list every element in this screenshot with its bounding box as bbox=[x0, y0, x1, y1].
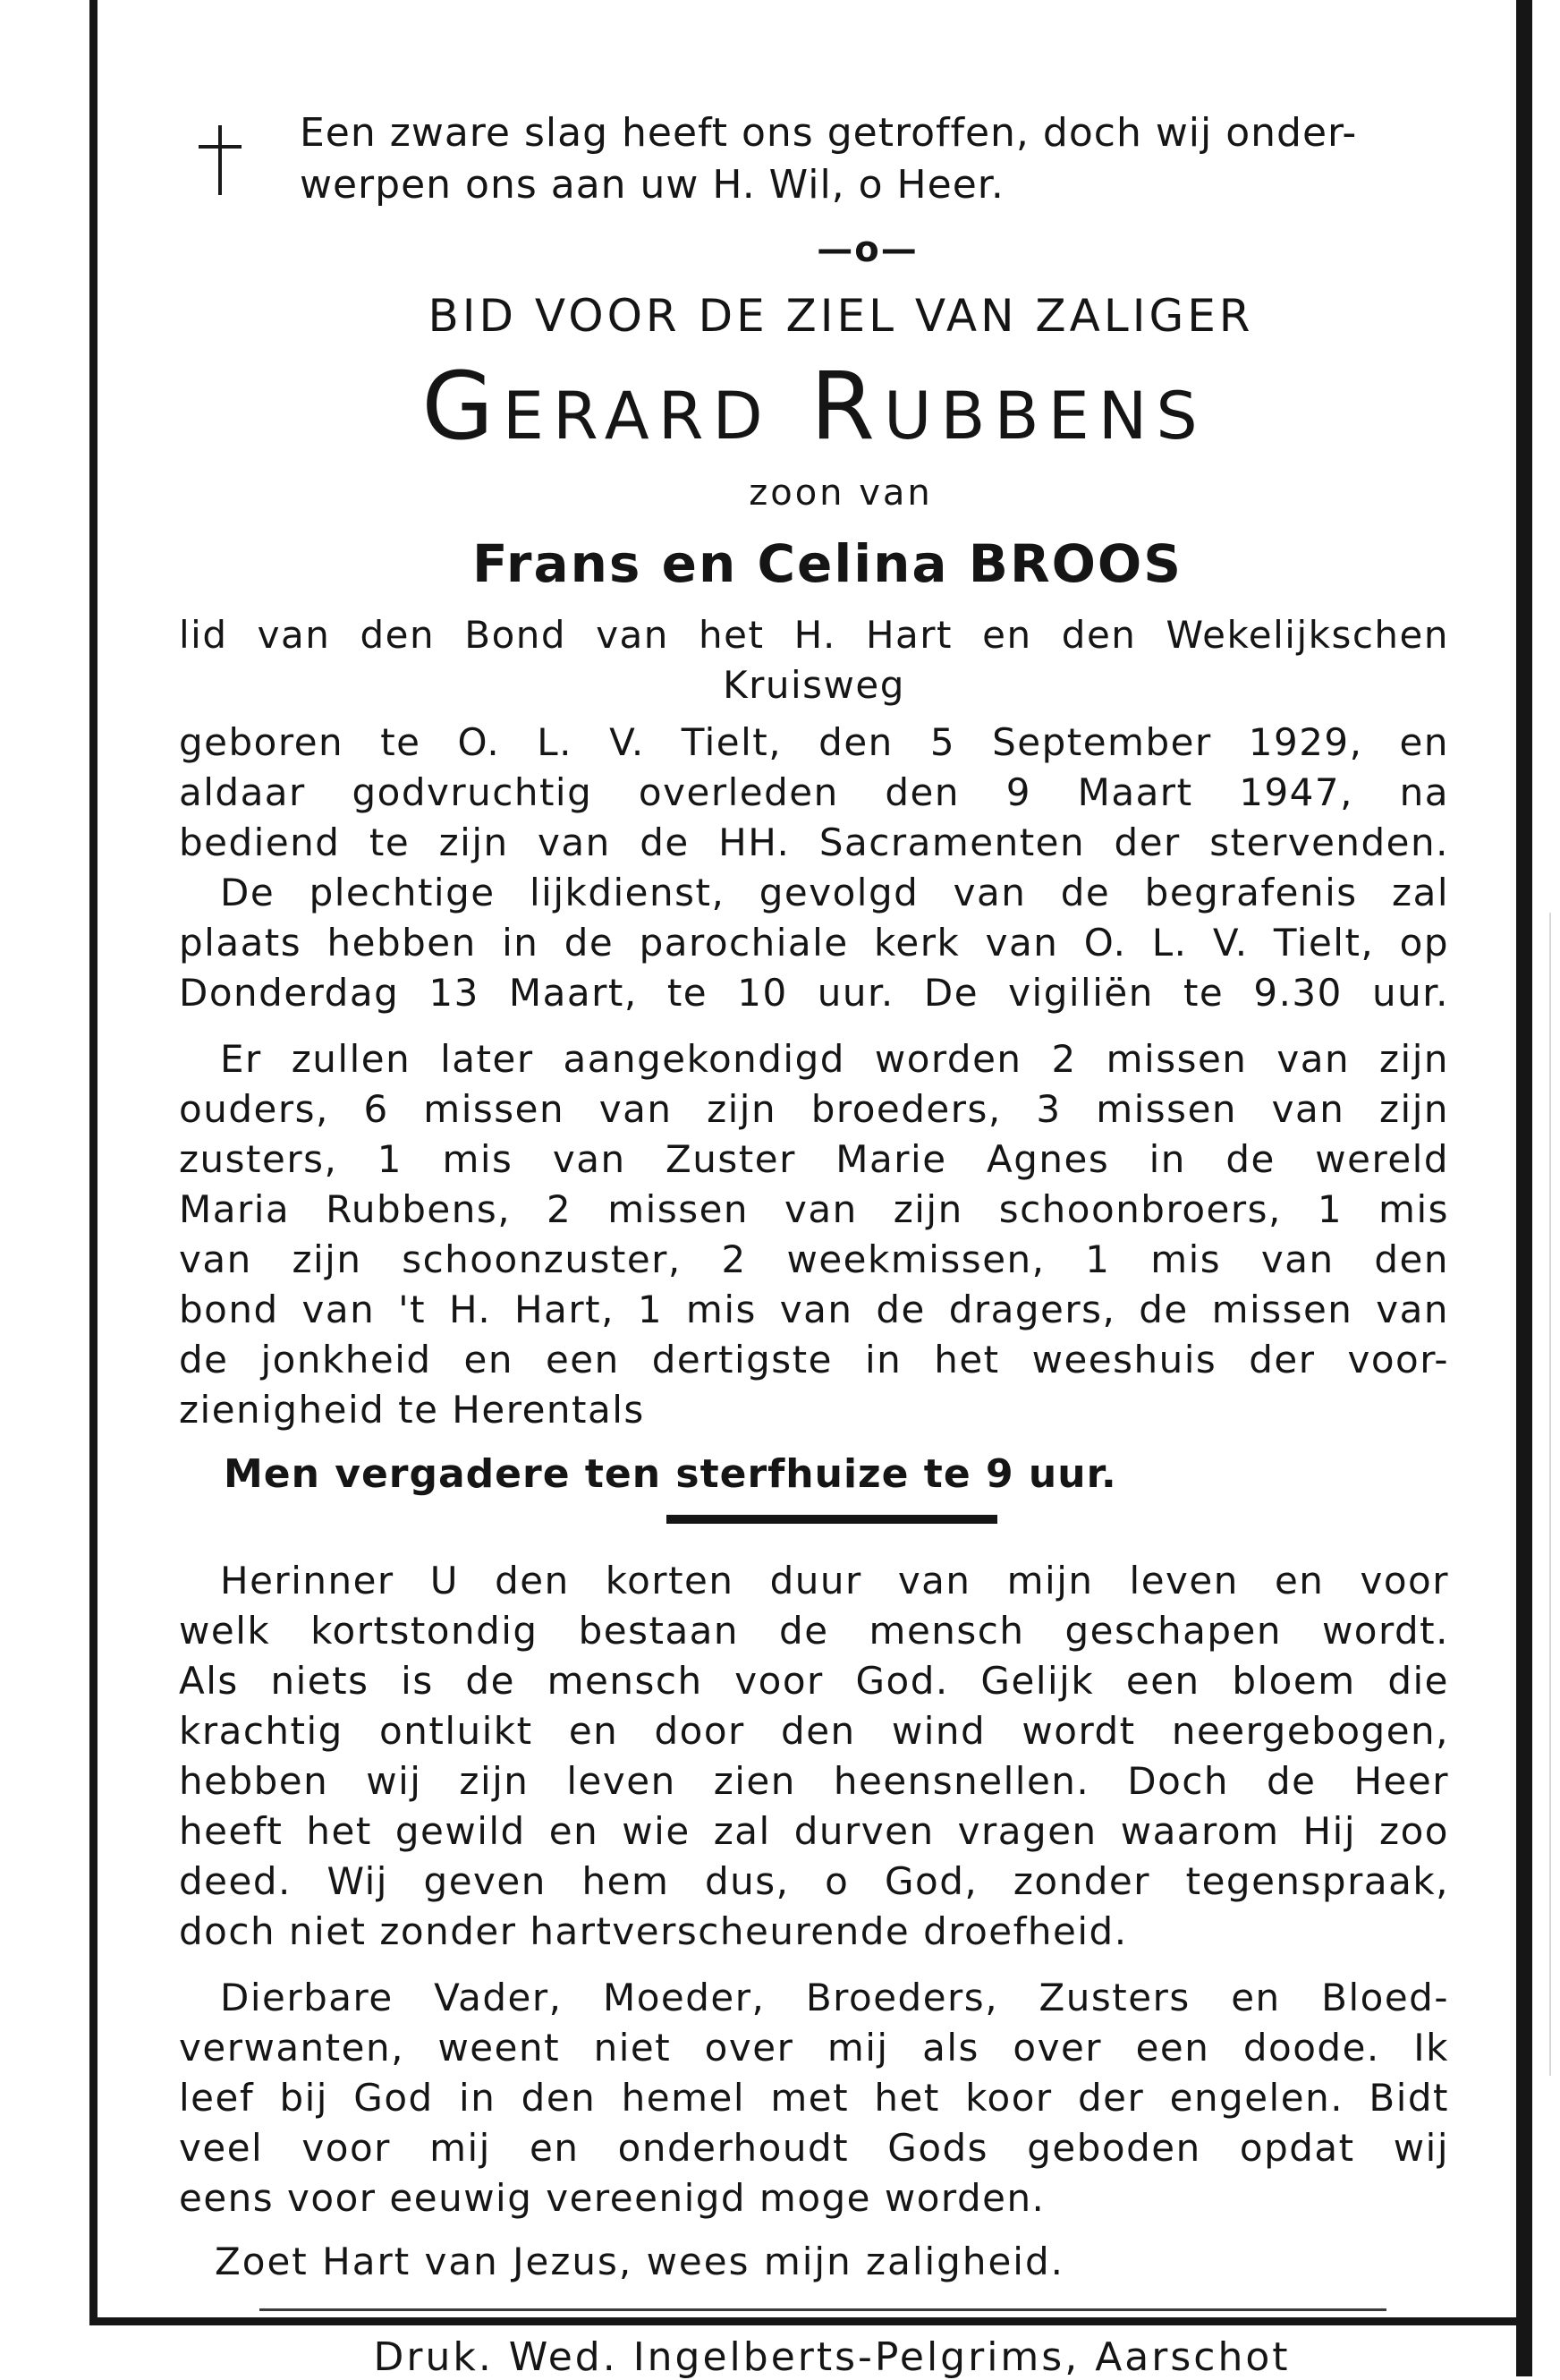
memory-paragraph bbox=[179, 1556, 1449, 1957]
cross-icon bbox=[199, 125, 242, 195]
text-line: leef bij God in den hemel met het koor der engelen. Bidt bbox=[179, 2076, 1449, 2120]
meeting-notice: Men vergadere ten sterfhuize te 9 uur. bbox=[224, 1451, 1117, 1497]
text-line: deed. Wij geven hem dus, o God, zonder tegenspraak, bbox=[179, 1859, 1449, 1903]
family-paragraph bbox=[179, 1973, 1449, 2223]
text-line: doch niet zonder hartverscheurende droefheid. bbox=[179, 1909, 1128, 1953]
text-line: Dierbare Vader, Moeder, Broeders, Zusters en Bloed- bbox=[220, 1976, 1449, 2019]
closing-prayer: Zoet Hart van Jezus, wees mijn zaligheid. bbox=[215, 2240, 1064, 2283]
text-line: Donderdag 13 Maart, te 10 uur. De vigiliën te 9.30 uur. bbox=[179, 971, 1449, 1015]
footer-divider bbox=[259, 2308, 1386, 2311]
membership-line: lid van den Bond van het H. Hart en den Wekelijkschen bbox=[179, 613, 1449, 657]
bid-line: BID VOOR DE ZIEL VAN ZALIGER bbox=[428, 290, 1254, 342]
text-line: geboren te O. L. V. Tielt, den 5 September 1929, en bbox=[179, 720, 1449, 764]
text-line: hebben wij zijn leven zien heensnellen. Doch de Heer bbox=[179, 1759, 1449, 1803]
text-line: zusters, 1 mis van Zuster Marie Agnes in de wereld bbox=[179, 1137, 1449, 1181]
section-divider bbox=[666, 1515, 997, 1524]
deceased-name: Gerard Rubbens bbox=[421, 352, 1207, 461]
son-of-label: zoon van bbox=[749, 472, 933, 514]
card-content bbox=[179, 107, 1449, 2380]
text-line: plaats hebben in de parochiale kerk van O. L. V. Tielt, op bbox=[179, 921, 1449, 965]
birth-death-paragraph bbox=[179, 718, 1449, 1018]
text-line: Er zullen later aangekondigd worden 2 missen van zijn bbox=[220, 1037, 1449, 1081]
card-border-left bbox=[89, 0, 98, 2325]
masses-paragraph bbox=[179, 1034, 1449, 1435]
card-border-right bbox=[1516, 0, 1532, 2376]
membership-line: Kruisweg bbox=[723, 663, 905, 707]
verse-line: Een zware slag heeft ons getroffen, doch wij onder- bbox=[300, 110, 1358, 156]
text-line: zienigheid te Herentals bbox=[179, 1388, 645, 1432]
separator-mark: —o— bbox=[817, 229, 919, 270]
scan-edge-line bbox=[1549, 913, 1551, 2076]
text-line: de jonkheid en een dertigste in het weeshuis der voor- bbox=[179, 1338, 1449, 1381]
text-line: Maria Rubbens, 2 missen van zijn schoonbroers, 1 mis bbox=[179, 1187, 1449, 1231]
text-line: van zijn schoonzuster, 2 weekmissen, 1 mis van den bbox=[179, 1237, 1449, 1281]
text-line: veel voor mij en onderhoudt Gods geboden opdat wij bbox=[179, 2126, 1449, 2170]
opening-verse bbox=[300, 107, 1449, 211]
text-line: Als niets is de mensch voor God. Gelijk een bloem die bbox=[179, 1659, 1449, 1703]
text-line: ouders, 6 missen van zijn broeders, 3 missen van zijn bbox=[179, 1087, 1449, 1131]
text-line: eens voor eeuwig vereenigd moge worden. bbox=[179, 2176, 1046, 2220]
text-line: welk kortstondig bestaan de mensch geschapen wordt. bbox=[179, 1609, 1449, 1653]
parents-names: Frans en Celina BROOS bbox=[471, 533, 1183, 594]
text-line: Herinner U den korten duur van mijn leven en voor bbox=[220, 1559, 1449, 1602]
text-line: heeft het gewild en wie zal durven vragen waarom Hij zoo bbox=[179, 1809, 1449, 1853]
verse-line: werpen ons aan uw H. Wil, o Heer. bbox=[300, 162, 1005, 208]
text-line: bond van 't H. Hart, 1 mis van de dragers, de missen van bbox=[179, 1288, 1449, 1331]
text-line: bediend te zijn van de HH. Sacramenten der stervenden. bbox=[179, 820, 1449, 864]
printer-credit: Druk. Wed. Ingelberts-Pelgrims, Aarschot bbox=[373, 2334, 1291, 2380]
text-line: verwanten, weent niet over mij als over een doode. Ik bbox=[179, 2026, 1449, 2070]
text-line: De plechtige lijkdienst, gevolgd van de begrafenis zal bbox=[220, 871, 1449, 914]
text-line: aldaar godvruchtig overleden den 9 Maart 1947, na bbox=[179, 770, 1449, 814]
membership-paragraph bbox=[179, 610, 1449, 710]
text-line: krachtig ontluikt en door den wind wordt neergebogen, bbox=[179, 1709, 1449, 1753]
